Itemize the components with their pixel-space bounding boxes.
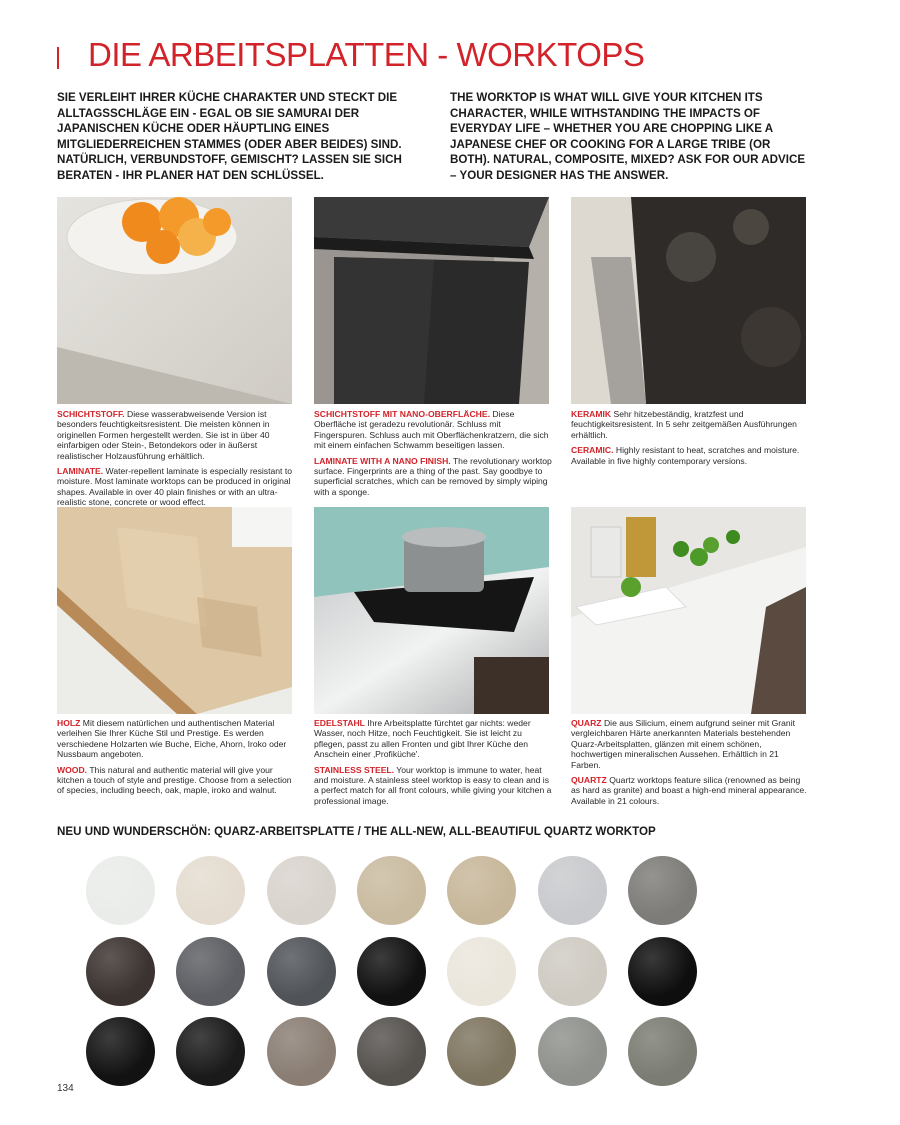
label-de: HOLZ bbox=[57, 718, 81, 728]
quartz-color-swatch bbox=[176, 856, 245, 925]
text-en: This natural and authentic material will give your kitchen a touch of style and prestige. Choose from a selection of species, including beech, oak, maple, iroko and walnut. bbox=[57, 764, 292, 796]
quartz-color-swatch bbox=[447, 856, 516, 925]
quartz-color-swatch bbox=[176, 937, 245, 1006]
caption-laminate bbox=[57, 409, 295, 513]
caption-stainless-steel bbox=[314, 718, 552, 811]
intro-english: THE WORKTOP IS WHAT WILL GIVE YOUR KITCHEN ITS CHARACTER, WHILE WITHSTANDING THE IMPACTS OF EVERYDAY LIFE – WHETHER YOU ARE CHOPPING LIKE A JAPANESE CHEF OR COOKING FOR A LARGE TRIBE (OR BOTH). NATURAL, COMPOSITE, MIXED? ASK FOR OUR ADVICE – YOUR DESIGNER HAS THE ANSWER. bbox=[450, 91, 806, 182]
text-de: Diese Oberfläche ist geradezu revolutionär. Schluss mit Fingerspuren. Schluss auch mit Oberflächenkratzern, die sich mit einem einfachen Schwamm beseitigen lassen. bbox=[314, 409, 549, 451]
ceramic-photo bbox=[571, 197, 806, 404]
nano-laminate-photo bbox=[314, 197, 549, 404]
text-en: Quartz worktops feature silica (renowned as being as hard as granite) and boast a high-end mineral appearance. Available in 21 colours. bbox=[571, 775, 807, 806]
label-de: QUARZ bbox=[571, 718, 602, 728]
laminate-photo bbox=[57, 197, 292, 404]
quartz-color-swatch bbox=[447, 1017, 516, 1086]
label-de: KERAMIK bbox=[571, 409, 612, 419]
label-de: SCHICHTSTOFF. bbox=[57, 409, 125, 419]
text-de: Die aus Silicium, einem aufgrund seiner mit Granit vergleichbaren Härte anerkannten Materials bestehenden Quarz-Arbeitsplatten, glänzen mit einem schönen, hochwertigen mineralischen Aussehen. Erhältlich in 21 Farben. bbox=[571, 718, 796, 770]
quartz-color-swatch bbox=[628, 1017, 697, 1086]
quartz-color-swatch bbox=[447, 937, 516, 1006]
quartz-color-swatch bbox=[538, 856, 607, 925]
text-de: Diese wasserabweisende Version ist besonders feuchtigkeitsresistent. Die meisten können in originellen Formen hergestellt werden. Sie ist in über 40 einfarbigen oder Stein-, Betondekors oder in äußerst realistischer Holzausführung erhältlich. bbox=[57, 409, 270, 461]
label-en: WOOD. bbox=[57, 764, 88, 775]
text-en: The revolutionary worktop surface. Fingerprints are a thing of the past. Say goodbye to superficial scratches, which can be removed by simply wiping with a sponge. bbox=[314, 455, 552, 497]
label-de: EDELSTAHL bbox=[314, 718, 365, 728]
text-de: Ihre Arbeitsplatte fürchtet gar nichts: weder Wasser, noch Hitze, noch Feuchtigkeit. Sie ist leicht zu pflegen, passt zu allen Fronten und gibt Ihrer Küche den Anschein einer ‚Profiküche'. bbox=[314, 718, 531, 760]
caption-ceramic bbox=[571, 409, 809, 471]
label-en: QUARTZ bbox=[571, 775, 607, 786]
quartz-color-swatch bbox=[538, 1017, 607, 1086]
quartz-color-swatch bbox=[628, 937, 697, 1006]
quartz-photo bbox=[571, 507, 806, 714]
quartz-color-swatch bbox=[357, 856, 426, 925]
text-de: Mit diesem natürlichen und authentischen Material verleihen Sie Ihrer Küche Stil und Prestige. Es werden verschiedene Holzarten wie Buche, Eiche, Ahorn, Iroko oder Nussbaum angeboten. bbox=[57, 718, 287, 760]
quartz-color-swatch bbox=[176, 1017, 245, 1086]
quartz-color-swatch bbox=[267, 937, 336, 1006]
label-en: LAMINATE. bbox=[57, 466, 104, 477]
page-number: 134 bbox=[57, 1083, 74, 1094]
intro-german: SIE VERLEIHT IHRER KÜCHE CHARAKTER UND STECKT DIE ALLTAGSSCHLÄGE EIN - EGAL OB SIE SAMURAI DER JAPANISCHEN KÜCHE ODER HÄUPTLING EINES MITGLIEDERREICHEN STAMMES (ODER ABER BEIDES) SIND. NATÜRLICH, VERBUNDSTOFF, GEMISCHT? LASSEN SIE SICH BERATEN - IHR PLANER HAT DEN SCHLÜSSEL. bbox=[57, 91, 402, 182]
text-de: Sehr hitzebeständig, kratzfest und feuchtigkeitsresistent. In 5 sehr zeitgemäßen Ausführungen erhältlich. bbox=[571, 409, 797, 440]
wood-photo bbox=[57, 507, 292, 714]
text-en: Your worktop is immune to water, heat and moisture. A stainless steel worktop is easy to clean and is a perfect match for all front colours, while giving your kitchen a professional image. bbox=[314, 764, 552, 806]
caption-quartz bbox=[571, 718, 809, 811]
quartz-color-swatch bbox=[538, 937, 607, 1006]
text-en: Water-repellent laminate is especially resistant to moisture. Most laminate worktops can be produced in original shapes. Available in over 40 plain finishes or with an ultra-realistic stone, concrete or wood effect. bbox=[57, 466, 292, 508]
caption-wood bbox=[57, 718, 295, 801]
text-en: Highly resistant to heat, scratches and moisture. Available in five highly contemporary versions. bbox=[571, 445, 800, 466]
quartz-color-swatch bbox=[86, 1017, 155, 1086]
quartz-color-swatch bbox=[86, 856, 155, 925]
title-accent-bar bbox=[57, 47, 59, 69]
label-de: SCHICHTSTOFF MIT NANO-OBERFLÄCHE. bbox=[314, 409, 491, 419]
quartz-color-swatch bbox=[357, 937, 426, 1006]
stainless-steel-photo bbox=[314, 507, 549, 714]
caption-nano-laminate bbox=[314, 409, 552, 502]
label-en: LAMINATE WITH A NANO FINISH. bbox=[314, 455, 451, 466]
quartz-color-swatch bbox=[628, 856, 697, 925]
page-title: DIE ARBEITSPLATTEN - WORKTOPS bbox=[88, 36, 645, 73]
quartz-color-swatch bbox=[267, 856, 336, 925]
quartz-color-swatch bbox=[267, 1017, 336, 1086]
label-en: STAINLESS STEEL. bbox=[314, 764, 395, 775]
quartz-color-swatch bbox=[357, 1017, 426, 1086]
label-en: CERAMIC. bbox=[571, 445, 614, 456]
quartz-color-swatch bbox=[86, 937, 155, 1006]
swatch-heading: NEU UND WUNDERSCHÖN: QUARZ-ARBEITSPLATTE / THE ALL-NEW, ALL-BEAUTIFUL QUARTZ WORKTOP bbox=[57, 825, 656, 838]
